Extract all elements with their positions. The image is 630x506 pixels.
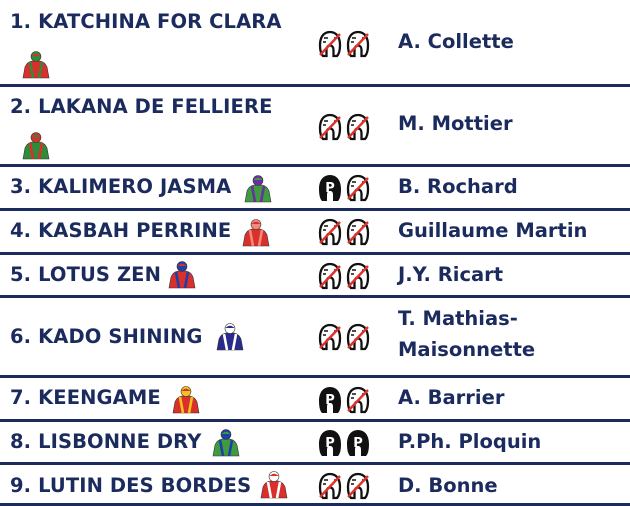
runner-row[interactable] (0, 298, 630, 378)
runner-name: 8. LISBONNE DRY (10, 430, 202, 453)
shoes-unshod-front-hind-icon (316, 323, 376, 351)
shoes-unshod-front-hind-icon (316, 30, 376, 58)
shoes-unshod-front-hind-icon (316, 113, 376, 141)
jockey-silk-icon (166, 260, 198, 290)
driver-name (398, 303, 535, 365)
jockey-silk-icon (214, 322, 246, 352)
shoes-plate-front-plate-hind-icon (316, 429, 376, 457)
jockey-silk-icon (258, 470, 290, 500)
jockey-silk-icon (170, 385, 202, 415)
runner-row[interactable] (0, 87, 630, 167)
svg-text:P: P (325, 181, 335, 196)
runner-row[interactable] (0, 378, 630, 422)
runner-row[interactable] (0, 167, 630, 211)
svg-text:P: P (325, 436, 335, 451)
driver-name: J.Y. Ricart (398, 263, 504, 286)
runner-name: 5. LOTUS ZEN (10, 263, 162, 286)
shoes-plate-front-unshod-hind-icon (316, 174, 376, 202)
runner-name: 9. LUTIN DES BORDES (10, 474, 252, 497)
runner-name: 3. KALIMERO JASMA (10, 175, 232, 198)
jockey-silk-icon (240, 218, 272, 248)
driver-name-line: Maisonnette (398, 338, 536, 361)
jockey-silk-icon (20, 131, 52, 161)
driver-name: B. Rochard (398, 175, 518, 198)
shoes-unshod-front-hind-icon (316, 218, 376, 246)
runner-name: 1. KATCHINA FOR CLARA (10, 10, 282, 33)
svg-text:P: P (325, 393, 335, 408)
runner-row[interactable] (0, 255, 630, 298)
svg-text:P: P (353, 436, 363, 451)
runner-name: 6. KADO SHINING (10, 325, 203, 348)
jockey-silk-icon (242, 174, 274, 204)
driver-name-line: T. Mathias- (398, 307, 518, 330)
jockey-silk-icon (210, 428, 242, 458)
driver-name: P.Ph. Ploquin (398, 430, 542, 453)
driver-name: M. Mottier (398, 112, 513, 135)
runner-name: 2. LAKANA DE FELLIERE (10, 95, 273, 118)
driver-name: A. Collette (398, 30, 514, 53)
runner-name: 4. KASBAH PERRINE (10, 219, 232, 242)
runner-row[interactable] (0, 465, 630, 506)
jockey-silk-icon (20, 50, 52, 80)
driver-name: D. Bonne (398, 474, 498, 497)
runner-name: 7. KEENGAME (10, 386, 161, 409)
driver-name: Guillaume Martin (398, 219, 588, 242)
runner-row[interactable] (0, 422, 630, 465)
shoes-unshod-front-hind-icon (316, 262, 376, 290)
driver-name: A. Barrier (398, 386, 505, 409)
runner-row[interactable] (0, 0, 630, 87)
runner-row[interactable] (0, 211, 630, 255)
shoes-unshod-front-hind-icon (316, 472, 376, 500)
shoes-plate-front-unshod-hind-icon (316, 386, 376, 414)
